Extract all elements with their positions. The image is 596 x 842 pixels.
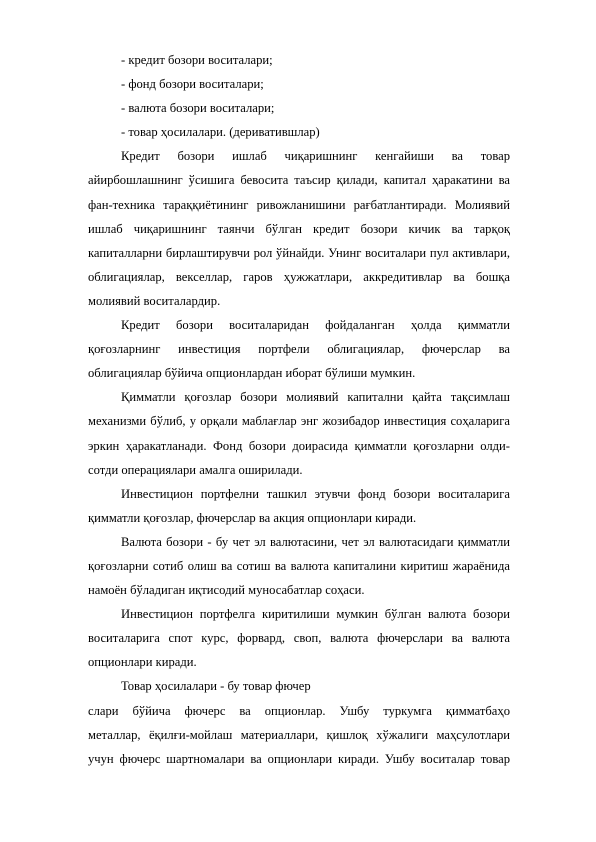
paragraph-line: қоғозларни сотиб олиш ва сотиш ва валюта капиталини киритиш жараёнида	[88, 558, 510, 573]
paragraph-line: учун фючерс шартномалари ва опционлари киради. Ушбу воситалар товар	[88, 751, 510, 766]
paragraph-line: капиталларни бирлаштирувчи рол ўйнайди. Унинг воситалари пул активлари,	[88, 245, 510, 260]
paragraph-line: сотди операциялари амалга оширилади.	[88, 462, 303, 477]
paragraph-line: Валюта бозори - бу чет эл валютасини, чет эл валютасидаги қимматли	[121, 534, 510, 549]
paragraph-line: Товар ҳосилалари - бу товар фючер	[121, 679, 311, 694]
paragraph-line: қимматли қоғозлар, фючерслар ва акция опционлари киради.	[88, 510, 417, 525]
paragraph-line: молиявий воситалардир.	[88, 293, 221, 308]
paragraph-line: Кредит бозори воситаларидан фойдаланган ҳолда қимматли	[121, 318, 510, 333]
paragraph-line: опционлари киради.	[88, 655, 197, 670]
paragraph-line: Инвестицион портфелни ташкил этувчи фонд бозори воситаларига	[121, 486, 510, 501]
paragraph-line: воситаларига спот курс, форвард, своп, валюта фючерслари ва валюта	[88, 631, 510, 646]
list-item-commodity-derivatives: - товар ҳосилалари. (дериватившлар)	[121, 125, 320, 140]
paragraph-line: айирбошлашнинг ўсишига бевосита таъсир қилади, капитал ҳаракатини ва	[88, 173, 510, 188]
paragraph-line: Кредит бозори ишлаб чиқаришнинг кенгайиши ва товар	[121, 149, 510, 164]
paragraph-line: эркин ҳаракатланади. Фонд бозори доирасида қимматли қоғозларни олди-	[88, 438, 510, 453]
paragraph-line: намоён бўладиган иқтисодий муносабатлар соҳаси.	[88, 583, 365, 598]
paragraph-line: фан-техника тараққиётининг ривожланишини рағбатлантиради. Молиявий	[88, 197, 510, 212]
paragraph-line: слари бўйича фючерс ва опционлар. Ушбу туркумга қимматбаҳо	[88, 703, 510, 718]
list-item-currency-market: - валюта бозори воситалари;	[121, 101, 275, 116]
paragraph-line: облигациялар, векселлар, гаров ҳужжатлари, аккредитивлар ва бошқа	[88, 269, 510, 284]
paragraph-line: Қимматли қоғозлар бозори молиявий капитални қайта тақсимлаш	[121, 390, 510, 405]
paragraph-line: механизми бўлиб, у орқали маблағлар энг жозибадор инвестиция соҳаларига	[88, 414, 510, 429]
paragraph-line: ишлаб чиқаришнинг таянчи бўлган кредит бозори кичик ва тарқоқ	[88, 221, 510, 236]
paragraph-line: металлар, ёқилғи-мойлаш материаллари, қишлоқ хўжалиги маҳсулотлари	[88, 727, 510, 742]
list-item-stock-market: - фонд бозори воситалари;	[121, 77, 264, 92]
list-item-credit-market: - кредит бозори воситалари;	[121, 53, 273, 67]
paragraph-line: Инвестицион портфелга киритилиши мумкин бўлган валюта бозори	[121, 607, 510, 622]
paragraph-line: облигациялар бўйича опционлардан иборат бўлиши мумкин.	[88, 366, 416, 381]
paragraph-line: қоғозларнинг инвестиция портфели облигациялар, фючерслар ва	[88, 342, 510, 357]
document-body	[88, 48, 510, 771]
